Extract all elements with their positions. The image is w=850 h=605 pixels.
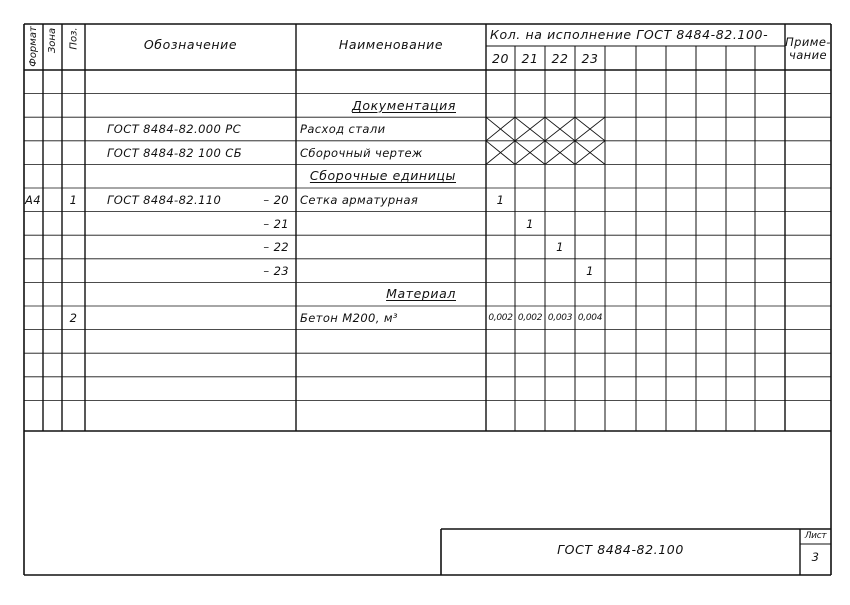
header-qty-col: 22 bbox=[551, 51, 569, 66]
row-designation-suffix: – 23 bbox=[263, 263, 289, 278]
header-qty-col: 23 bbox=[581, 51, 599, 66]
row-qty-21: 0,002 bbox=[517, 313, 543, 323]
row-name: Сетка арматурная bbox=[300, 193, 419, 207]
row-qty-22: 0,003 bbox=[547, 313, 573, 323]
header-qty-col: 20 bbox=[491, 51, 510, 66]
row-designation: ГОСТ 8484-82.000 РС bbox=[107, 122, 242, 137]
row-qty-22: 1 bbox=[556, 240, 564, 255]
document-code: ГОСТ 8484-82.100 bbox=[557, 542, 684, 557]
row-designation: ГОСТ 8484-82.110 bbox=[107, 193, 222, 207]
row-name: Бетон М200, м³ bbox=[300, 311, 398, 325]
row-qty-20: 1 bbox=[496, 193, 505, 207]
header-note: Приме- bbox=[785, 35, 831, 49]
row-pos: 2 bbox=[69, 311, 78, 325]
header-pos: Поз. bbox=[68, 26, 80, 50]
sheet-label: Лист bbox=[804, 531, 827, 541]
header-qty-col: 21 bbox=[521, 51, 539, 66]
row-qty-20: 0,002 bbox=[488, 313, 513, 323]
row-qty-23: 0,004 bbox=[577, 313, 603, 323]
row-format: А4 bbox=[25, 193, 41, 207]
row-designation: ГОСТ 8484-82 100 СБ bbox=[107, 145, 242, 160]
row-name: Расход стали bbox=[300, 122, 386, 137]
section-heading: Сборочные единицы bbox=[309, 168, 456, 184]
sheet-number: 3 bbox=[811, 550, 820, 564]
section-heading: Материал bbox=[386, 286, 456, 302]
row-designation-suffix: – 21 bbox=[263, 216, 289, 231]
row-name: Сборочный чертеж bbox=[300, 145, 423, 160]
header-name: Наименование bbox=[338, 37, 444, 52]
section-heading: Документация bbox=[352, 97, 456, 113]
row-qty-23: 1 bbox=[586, 263, 594, 278]
header-qty-title: Кол. на исполнение ГОСТ 8484-82.100- bbox=[490, 27, 769, 42]
row-designation-suffix: – 20 bbox=[263, 193, 289, 207]
header-zone: Зона bbox=[47, 27, 59, 53]
header-designation: Обозначение bbox=[143, 37, 238, 52]
row-pos: 1 bbox=[69, 193, 78, 207]
header-note: чание bbox=[789, 48, 827, 62]
row-designation-suffix: – 22 bbox=[263, 240, 289, 255]
header-format: Формат bbox=[27, 25, 39, 67]
row-qty-21: 1 bbox=[526, 216, 534, 231]
